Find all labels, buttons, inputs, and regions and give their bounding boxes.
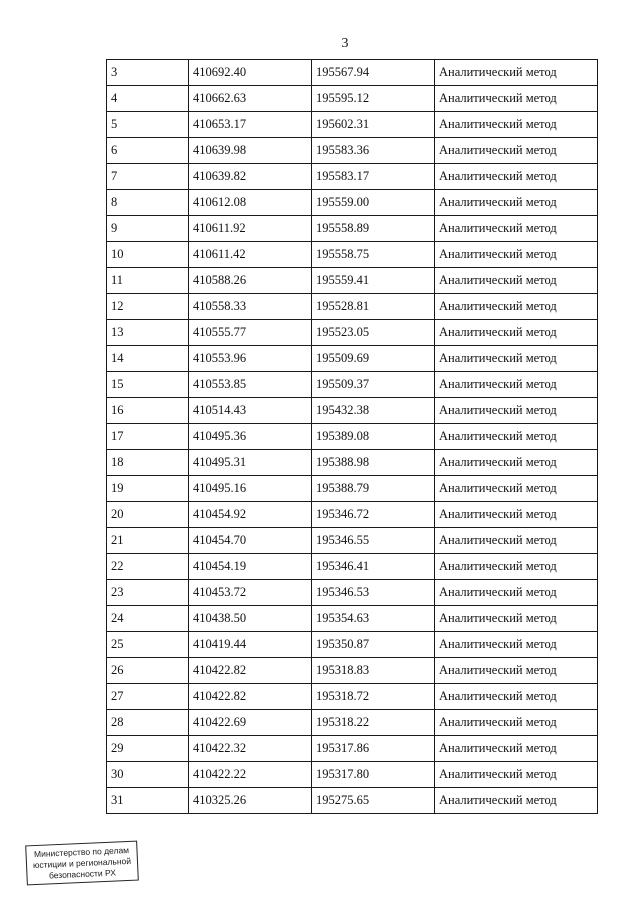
x-coordinate-cell: 410495.16 <box>189 476 312 502</box>
y-coordinate-cell: 195602.31 <box>312 112 435 138</box>
y-coordinate-cell: 195509.69 <box>312 346 435 372</box>
x-coordinate-cell: 410495.31 <box>189 450 312 476</box>
y-coordinate-cell: 195318.72 <box>312 684 435 710</box>
method-cell: Аналитический метод <box>435 190 598 216</box>
x-coordinate-cell: 410495.36 <box>189 424 312 450</box>
table-row <box>107 762 598 788</box>
method-cell: Аналитический метод <box>435 268 598 294</box>
table-row <box>107 112 598 138</box>
x-coordinate-cell: 410514.43 <box>189 398 312 424</box>
method-cell: Аналитический метод <box>435 164 598 190</box>
method-cell: Аналитический метод <box>435 762 598 788</box>
table-row <box>107 424 598 450</box>
point-number-cell: 21 <box>107 528 189 554</box>
y-coordinate-cell: 195509.37 <box>312 372 435 398</box>
table-row <box>107 632 598 658</box>
point-number-cell: 14 <box>107 346 189 372</box>
x-coordinate-cell: 410422.22 <box>189 762 312 788</box>
x-coordinate-cell: 410454.70 <box>189 528 312 554</box>
method-cell: Аналитический метод <box>435 320 598 346</box>
y-coordinate-cell: 195275.65 <box>312 788 435 814</box>
method-cell: Аналитический метод <box>435 398 598 424</box>
x-coordinate-cell: 410588.26 <box>189 268 312 294</box>
coordinates-table <box>106 59 598 814</box>
table-row <box>107 294 598 320</box>
x-coordinate-cell: 410653.17 <box>189 112 312 138</box>
x-coordinate-cell: 410611.42 <box>189 242 312 268</box>
method-cell: Аналитический метод <box>435 606 598 632</box>
y-coordinate-cell: 195558.75 <box>312 242 435 268</box>
table-row <box>107 164 598 190</box>
table-row <box>107 320 598 346</box>
table-row <box>107 60 598 86</box>
x-coordinate-cell: 410662.63 <box>189 86 312 112</box>
point-number-cell: 15 <box>107 372 189 398</box>
table-row <box>107 788 598 814</box>
method-cell: Аналитический метод <box>435 632 598 658</box>
coordinates-table-body <box>107 60 598 814</box>
y-coordinate-cell: 195346.41 <box>312 554 435 580</box>
table-row <box>107 346 598 372</box>
y-coordinate-cell: 195388.98 <box>312 450 435 476</box>
y-coordinate-cell: 195595.12 <box>312 86 435 112</box>
point-number-cell: 8 <box>107 190 189 216</box>
x-coordinate-cell: 410639.98 <box>189 138 312 164</box>
point-number-cell: 16 <box>107 398 189 424</box>
x-coordinate-cell: 410611.92 <box>189 216 312 242</box>
table-row <box>107 216 598 242</box>
x-coordinate-cell: 410453.72 <box>189 580 312 606</box>
y-coordinate-cell: 195558.89 <box>312 216 435 242</box>
ministry-stamp <box>25 841 139 886</box>
table-row <box>107 606 598 632</box>
point-number-cell: 5 <box>107 112 189 138</box>
y-coordinate-cell: 195559.41 <box>312 268 435 294</box>
table-row <box>107 190 598 216</box>
y-coordinate-cell: 195389.08 <box>312 424 435 450</box>
y-coordinate-cell: 195354.63 <box>312 606 435 632</box>
table-row <box>107 138 598 164</box>
table-row <box>107 476 598 502</box>
method-cell: Аналитический метод <box>435 216 598 242</box>
y-coordinate-cell: 195567.94 <box>312 60 435 86</box>
y-coordinate-cell: 195318.83 <box>312 658 435 684</box>
method-cell: Аналитический метод <box>435 86 598 112</box>
table-row <box>107 736 598 762</box>
x-coordinate-cell: 410692.40 <box>189 60 312 86</box>
x-coordinate-cell: 410422.32 <box>189 736 312 762</box>
point-number-cell: 3 <box>107 60 189 86</box>
point-number-cell: 24 <box>107 606 189 632</box>
method-cell: Аналитический метод <box>435 112 598 138</box>
method-cell: Аналитический метод <box>435 788 598 814</box>
x-coordinate-cell: 410555.77 <box>189 320 312 346</box>
x-coordinate-cell: 410419.44 <box>189 632 312 658</box>
point-number-cell: 9 <box>107 216 189 242</box>
point-number-cell: 23 <box>107 580 189 606</box>
table-row <box>107 710 598 736</box>
point-number-cell: 11 <box>107 268 189 294</box>
point-number-cell: 17 <box>107 424 189 450</box>
y-coordinate-cell: 195559.00 <box>312 190 435 216</box>
point-number-cell: 29 <box>107 736 189 762</box>
table-row <box>107 372 598 398</box>
table-row <box>107 502 598 528</box>
y-coordinate-cell: 195346.53 <box>312 580 435 606</box>
y-coordinate-cell: 195388.79 <box>312 476 435 502</box>
y-coordinate-cell: 195317.80 <box>312 762 435 788</box>
x-coordinate-cell: 410612.08 <box>189 190 312 216</box>
method-cell: Аналитический метод <box>435 658 598 684</box>
method-cell: Аналитический метод <box>435 684 598 710</box>
method-cell: Аналитический метод <box>435 502 598 528</box>
table-row <box>107 554 598 580</box>
point-number-cell: 27 <box>107 684 189 710</box>
y-coordinate-cell: 195528.81 <box>312 294 435 320</box>
x-coordinate-cell: 410558.33 <box>189 294 312 320</box>
table-row <box>107 268 598 294</box>
y-coordinate-cell: 195523.05 <box>312 320 435 346</box>
table-row <box>107 450 598 476</box>
point-number-cell: 13 <box>107 320 189 346</box>
table-row <box>107 580 598 606</box>
table-row <box>107 658 598 684</box>
point-number-cell: 10 <box>107 242 189 268</box>
x-coordinate-cell: 410553.96 <box>189 346 312 372</box>
method-cell: Аналитический метод <box>435 346 598 372</box>
method-cell: Аналитический метод <box>435 528 598 554</box>
x-coordinate-cell: 410639.82 <box>189 164 312 190</box>
point-number-cell: 30 <box>107 762 189 788</box>
table-row <box>107 528 598 554</box>
method-cell: Аналитический метод <box>435 554 598 580</box>
method-cell: Аналитический метод <box>435 736 598 762</box>
point-number-cell: 4 <box>107 86 189 112</box>
point-number-cell: 26 <box>107 658 189 684</box>
method-cell: Аналитический метод <box>435 372 598 398</box>
y-coordinate-cell: 195318.22 <box>312 710 435 736</box>
x-coordinate-cell: 410422.82 <box>189 658 312 684</box>
method-cell: Аналитический метод <box>435 60 598 86</box>
method-cell: Аналитический метод <box>435 294 598 320</box>
y-coordinate-cell: 195346.72 <box>312 502 435 528</box>
method-cell: Аналитический метод <box>435 424 598 450</box>
stamp-line-3: безопасности РХ <box>48 867 117 881</box>
method-cell: Аналитический метод <box>435 450 598 476</box>
point-number-cell: 31 <box>107 788 189 814</box>
x-coordinate-cell: 410325.26 <box>189 788 312 814</box>
table-row <box>107 242 598 268</box>
x-coordinate-cell: 410422.69 <box>189 710 312 736</box>
point-number-cell: 22 <box>107 554 189 580</box>
method-cell: Аналитический метод <box>435 580 598 606</box>
y-coordinate-cell: 195432.38 <box>312 398 435 424</box>
x-coordinate-cell: 410454.92 <box>189 502 312 528</box>
point-number-cell: 18 <box>107 450 189 476</box>
y-coordinate-cell: 195583.36 <box>312 138 435 164</box>
page-number: 3 <box>341 36 349 51</box>
x-coordinate-cell: 410553.85 <box>189 372 312 398</box>
point-number-cell: 28 <box>107 710 189 736</box>
point-number-cell: 6 <box>107 138 189 164</box>
stamp-line-2: юстиции и региональной <box>32 855 132 871</box>
method-cell: Аналитический метод <box>435 242 598 268</box>
method-cell: Аналитический метод <box>435 476 598 502</box>
y-coordinate-cell: 195317.86 <box>312 736 435 762</box>
y-coordinate-cell: 195346.55 <box>312 528 435 554</box>
stamp-line-1: Министерство по делам <box>33 844 130 860</box>
table-row <box>107 398 598 424</box>
table-row <box>107 86 598 112</box>
table-row <box>107 684 598 710</box>
point-number-cell: 12 <box>107 294 189 320</box>
x-coordinate-cell: 410422.82 <box>189 684 312 710</box>
point-number-cell: 20 <box>107 502 189 528</box>
x-coordinate-cell: 410454.19 <box>189 554 312 580</box>
method-cell: Аналитический метод <box>435 710 598 736</box>
method-cell: Аналитический метод <box>435 138 598 164</box>
point-number-cell: 19 <box>107 476 189 502</box>
x-coordinate-cell: 410438.50 <box>189 606 312 632</box>
point-number-cell: 7 <box>107 164 189 190</box>
point-number-cell: 25 <box>107 632 189 658</box>
y-coordinate-cell: 195350.87 <box>312 632 435 658</box>
y-coordinate-cell: 195583.17 <box>312 164 435 190</box>
